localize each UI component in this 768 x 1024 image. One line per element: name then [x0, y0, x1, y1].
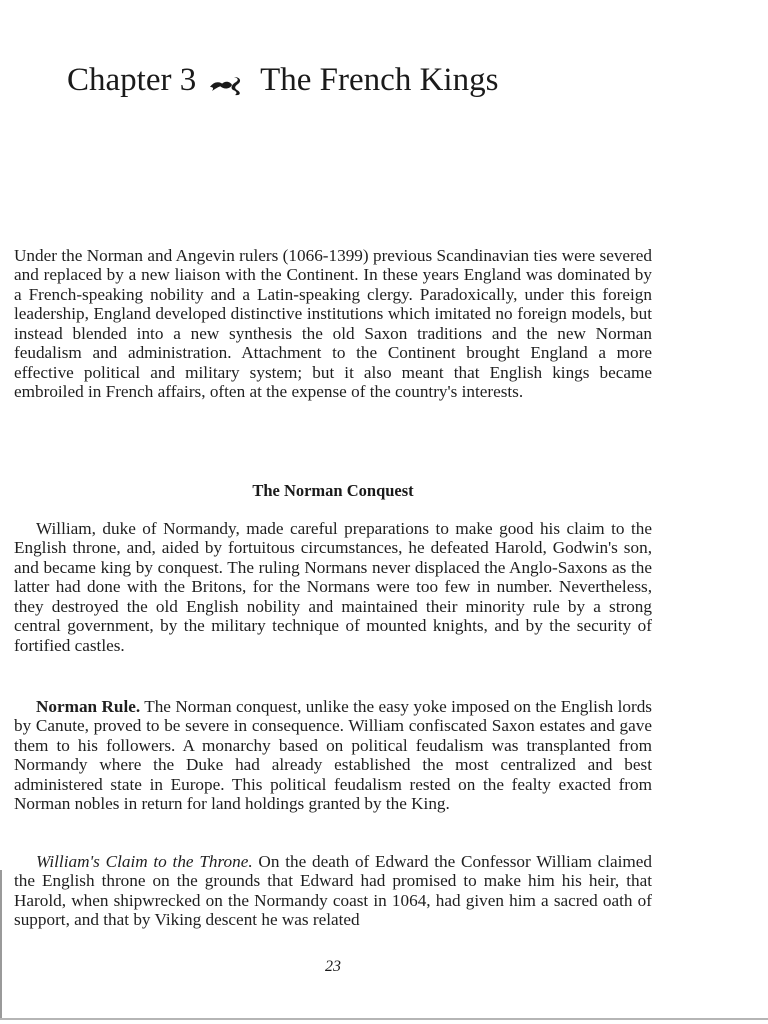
- page-number: 23: [325, 958, 341, 975]
- scan-edge-bottom: [0, 1018, 768, 1020]
- run-in-heading-norman-rule: Norman Rule.: [36, 697, 141, 716]
- paragraph-norman-rule: [14, 697, 652, 814]
- williams-claim-body: On the death of Edward the Confessor William claimed the English throne on the grounds that Edward had promised to make him his heir, that Harold, when shipwrecked on the Normandy coast in 1064, had given him a sacred oath of support, and that by Viking descent he was related: [14, 852, 653, 930]
- paragraph-williams-claim: [14, 852, 652, 930]
- scan-edge-left: [0, 870, 2, 1020]
- chapter-label: Chapter 3: [67, 62, 197, 98]
- chapter-title: [67, 60, 498, 100]
- fleuron-ornament-icon: [208, 67, 246, 91]
- section-heading: The Norman Conquest: [252, 481, 414, 500]
- paragraph-norman-conquest: William, duke of Normandy, made careful preparations to make good his claim to the English throne, and, aided by fortuitous circumstances, he defeated Harold, Godwin's son, and became king by conquest. The ruling Normans never displaced the Anglo-Saxons as the latter had done with the Britons, for the Normans were too few in number. Nevertheless, they destroyed the old English nobility and maintained their minority rule by a strong central government, by the military technique of mounted knights, and by the security of fortified castles.: [14, 519, 652, 655]
- norman-rule-body: The Norman conquest, unlike the easy yoke imposed on the English lords by Canute, proved to be severe in consequence. William confiscated Saxon estates and gave them to his followers. A monarchy based on political feudalism was transplanted from Normandy where the Duke had already established the most centralized and best administered state in Europe. This political feudalism rested on the fealty exacted from Norman nobles in return for land holdings granted by the King.: [14, 697, 652, 814]
- run-in-heading-williams-claim: William's Claim to the Throne.: [36, 852, 253, 871]
- chapter-name: The French Kings: [260, 62, 499, 98]
- intro-paragraph: Under the Norman and Angevin rulers (1066-1399) previous Scandinavian ties were severed and replaced by a new liaison with the Continent. In these years England was dominated by a French-speaking nobility and a Latin-speaking clergy. Paradoxically, under this foreign leadership, England developed distinctive institutions which imitated no foreign models, but instead blended into a new synthesis the old Saxon traditions and the new Norman feudalism and administration. Attachment to the Continent brought England a more effective political and military system; but it also meant that English kings became embroiled in French affairs, often at the expense of the country's interests.: [14, 246, 652, 402]
